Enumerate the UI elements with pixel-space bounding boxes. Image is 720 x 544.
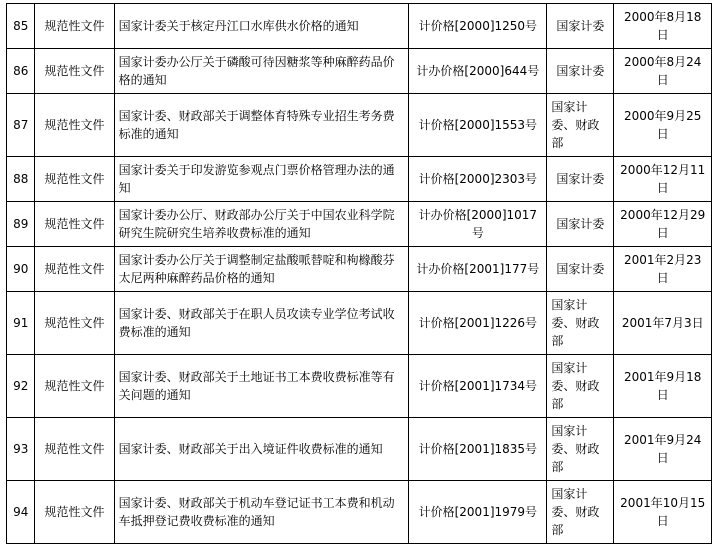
row-document-title: 国家计委办公厅关于调整制定盐酸哌替啶和枸橼酸芬太尼两种麻醉药品价格的通知: [114, 247, 409, 292]
row-issuing-organization: 国家计委: [547, 247, 614, 292]
row-document-title: 国家计委、财政部关于在职人员攻读专业学位考试收费标准的通知: [114, 292, 409, 355]
row-document-number: 计价格[2001]1979号: [409, 481, 547, 544]
row-document-title: 国家计委、财政部关于出入境证件收费标准的通知: [114, 418, 409, 481]
row-issue-date: 2000年12月29日: [614, 202, 712, 247]
table-body: [7, 4, 712, 544]
row-issue-date: 2001年9月18日: [614, 355, 712, 418]
row-number: 90: [7, 247, 35, 292]
row-document-type: 规范性文件: [35, 202, 114, 247]
row-issue-date: 2000年8月24日: [614, 49, 712, 94]
row-issue-date: 2000年12月11日: [614, 157, 712, 202]
row-issuing-organization: 国家计委、财政部: [547, 481, 614, 544]
row-issuing-organization: 国家计委、财政部: [547, 94, 614, 157]
row-number: 85: [7, 4, 35, 49]
table-row: [7, 247, 712, 292]
row-issuing-organization: 国家计委: [547, 49, 614, 94]
row-number: 91: [7, 292, 35, 355]
row-document-number: 计价格[2001]1734号: [409, 355, 547, 418]
row-number: 94: [7, 481, 35, 544]
table-row: [7, 94, 712, 157]
row-document-type: 规范性文件: [35, 49, 114, 94]
row-document-title: 国家计委、财政部关于调整体育特殊专业招生考务费标准的通知: [114, 94, 409, 157]
row-number: 92: [7, 355, 35, 418]
row-number: 89: [7, 202, 35, 247]
table-row: [7, 202, 712, 247]
row-document-type: 规范性文件: [35, 418, 114, 481]
row-number: 87: [7, 94, 35, 157]
row-document-type: 规范性文件: [35, 94, 114, 157]
row-number: 88: [7, 157, 35, 202]
row-document-type: 规范性文件: [35, 157, 114, 202]
row-issuing-organization: 国家计委: [547, 157, 614, 202]
row-document-type: 规范性文件: [35, 247, 114, 292]
row-issuing-organization: 国家计委、财政部: [547, 355, 614, 418]
table-row: [7, 355, 712, 418]
row-issue-date: 2000年9月25日: [614, 94, 712, 157]
row-number: 86: [7, 49, 35, 94]
row-document-type: 规范性文件: [35, 355, 114, 418]
row-issuing-organization: 国家计委: [547, 202, 614, 247]
table-row: [7, 157, 712, 202]
row-issuing-organization: 国家计委、财政部: [547, 418, 614, 481]
row-issue-date: 2001年2月23日: [614, 247, 712, 292]
table-row: [7, 418, 712, 481]
document-listing-table: [6, 3, 712, 544]
row-document-number: 计价格[2001]1226号: [409, 292, 547, 355]
row-document-title: 国家计委办公厅、财政部办公厅关于中国农业科学院研究生院研究生培养收费标准的通知: [114, 202, 409, 247]
row-document-number: 计价格[2000]1553号: [409, 94, 547, 157]
row-document-title: 国家计委、财政部关于机动车登记证书工本费和机动车抵押登记费收费标准的通知: [114, 481, 409, 544]
row-document-number: 计办价格[2000]644号: [409, 49, 547, 94]
row-document-number: 计价格[2000]1250号: [409, 4, 547, 49]
row-issue-date: 2001年7月3日: [614, 292, 712, 355]
row-document-number: 计办价格[2001]177号: [409, 247, 547, 292]
row-issuing-organization: 国家计委、财政部: [547, 292, 614, 355]
row-document-type: 规范性文件: [35, 481, 114, 544]
table-row: [7, 49, 712, 94]
row-document-type: 规范性文件: [35, 4, 114, 49]
row-issue-date: 2001年10月15日: [614, 481, 712, 544]
row-document-number: 计办价格[2000]1017号: [409, 202, 547, 247]
row-document-number: 计价格[2001]1835号: [409, 418, 547, 481]
row-document-title: 国家计委、财政部关于土地证书工本费收费标准等有关问题的通知: [114, 355, 409, 418]
row-document-type: 规范性文件: [35, 292, 114, 355]
row-document-number: 计价格[2000]2303号: [409, 157, 547, 202]
row-issue-date: 2001年9月24日: [614, 418, 712, 481]
row-document-title: 国家计委办公厅关于磷酸可待因糖浆等种麻醉药品价格的通知: [114, 49, 409, 94]
row-number: 93: [7, 418, 35, 481]
row-document-title: 国家计委关于核定丹江口水库供水价格的通知: [114, 4, 409, 49]
table-row: [7, 4, 712, 49]
table-row: [7, 292, 712, 355]
table-row: [7, 481, 712, 544]
row-document-title: 国家计委关于印发游览参观点门票价格管理办法的通知: [114, 157, 409, 202]
row-issue-date: 2000年8月18日: [614, 4, 712, 49]
row-issuing-organization: 国家计委: [547, 4, 614, 49]
